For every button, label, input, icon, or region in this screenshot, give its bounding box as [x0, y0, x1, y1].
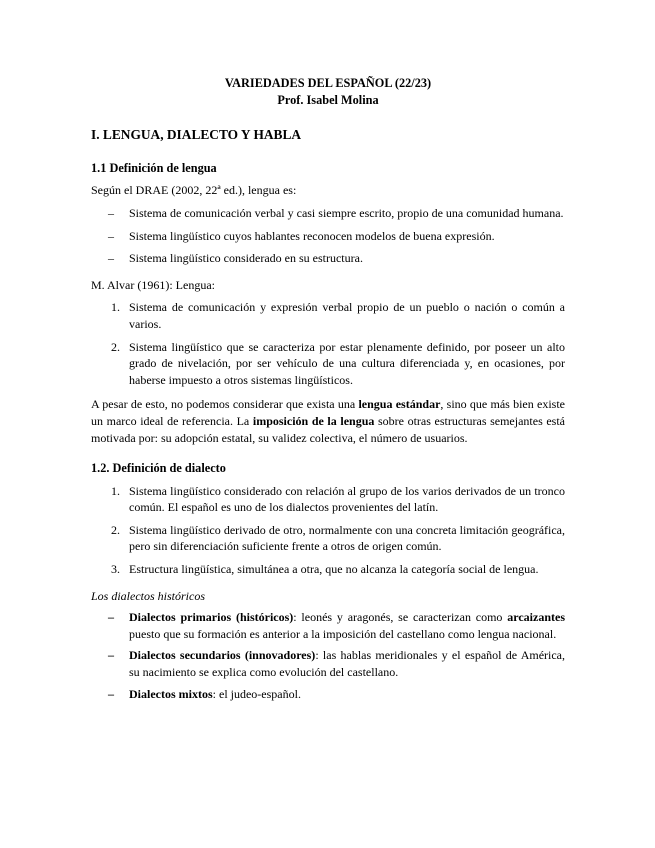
- drae-intro: Según el DRAE (2002, 22ª ed.), lengua es:: [91, 183, 297, 198]
- list-item: – Dialectos primarios (históricos): leonés y aragonés, se caracterizan como arcaizantes puesto que su formación es anterior a la imposición del castellano como lengua nacional.: [108, 610, 566, 641]
- alvar-definition-list: [91, 299, 565, 388]
- dash-bullet: –: [108, 648, 114, 663]
- section-heading: I. LENGUA, DIALECTO Y HABLA: [91, 127, 302, 143]
- closing-paragraph: A pesar de esto, no podemos considerar que exista una lengua estándar, sino que más bien existe un marco ideal de referencia. La imposición de la lengua sobre otras estructuras semejantes está motivada por: su adopción estatal, su validez colectiva, el número de usuarios.: [91, 397, 565, 445]
- list-item: 1. Sistema de comunicación y expresión verbal propio de un pueblo o nación o común a varios.: [111, 300, 565, 331]
- dash-bullet: –: [108, 205, 114, 220]
- list-item: 3. Estructura lingüística, simultánea a otra, que no alcanza la categoría social de lengua.: [111, 562, 539, 577]
- alvar-intro: M. Alvar (1961): Lengua:: [91, 277, 215, 292]
- historic-dialects-list: [91, 609, 565, 702]
- list-item: 2. Sistema lingüístico que se caracteriza por estar plenamente definido, por poseer un alto grado de nivelación, por ser vehículo de una cultura diferenciada y, en ocasiones, por haberse impuesto a otros sistemas lingüísticos.: [111, 339, 565, 387]
- list-item: – Dialectos secundarios (innovadores): las hablas meridionales y el español de América, su nacimiento se explica como evolución del castellano.: [108, 648, 566, 680]
- dash-bullet: –: [108, 251, 114, 266]
- subsection-heading-dialecto: 1.2. Definición de dialecto: [91, 461, 226, 476]
- dash-bullet: –: [108, 610, 114, 625]
- dash-bullet: –: [108, 228, 114, 243]
- list-item: 1. Sistema lingüístico considerado con relación al grupo de los varios derivados de un tronco común. El español es uno de los dialectos provenientes del latín.: [111, 483, 565, 515]
- list-item: – Sistema lingüístico cuyos hablantes reconocen modelos de buena expresión.: [108, 228, 495, 243]
- dash-bullet: –: [108, 686, 114, 701]
- dialect-definition-list: [91, 483, 565, 578]
- number-marker: 1.: [111, 483, 120, 498]
- number-marker: 1.: [111, 300, 120, 315]
- document-author: Prof. Isabel Molina: [277, 92, 379, 107]
- list-item: – Sistema de comunicación verbal y casi siempre escrito, propio de una comunidad humana.: [108, 205, 564, 220]
- number-marker: 2.: [111, 339, 120, 354]
- subsection-heading-lengua: 1.1 Definición de lengua: [91, 160, 217, 175]
- number-marker: 3.: [111, 562, 120, 577]
- list-item: – Dialectos mixtos: el judeo-español.: [108, 686, 301, 701]
- document-title: VARIEDADES DEL ESPAÑOL (22/23): [224, 76, 432, 90]
- list-item: – Sistema lingüístico considerado en su estructura.: [108, 251, 363, 266]
- drae-definition-list: [91, 205, 565, 267]
- number-marker: 2.: [111, 522, 120, 537]
- historic-dialects-heading: Los dialectos históricos: [91, 588, 206, 603]
- list-item: 2. Sistema lingüístico derivado de otro, normalmente con una concreta limitación geográfica, pero sin diferenciación suficiente frente a otros de origen común.: [111, 522, 565, 554]
